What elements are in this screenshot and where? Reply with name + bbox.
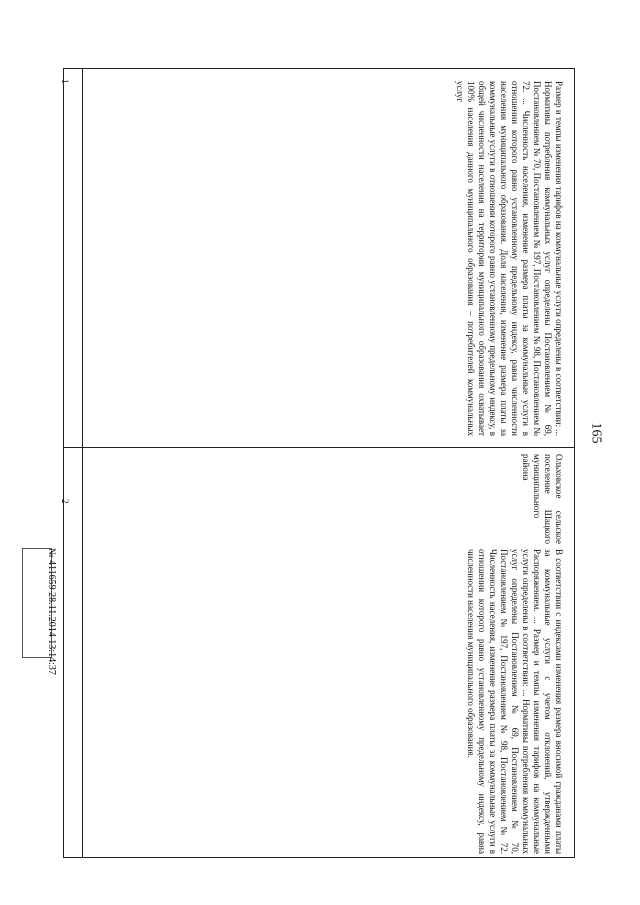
table-divider-vertical (82, 69, 83, 857)
page-number: 165 (588, 422, 604, 444)
col-header-1: 1 (60, 79, 70, 84)
table-divider-row (64, 447, 574, 448)
table (60, 68, 575, 858)
doc-id: № 411659 28.11.2014 13:14:37 (46, 548, 57, 675)
col-header-2: 2 (60, 499, 70, 504)
row-1-text: Размер и темпы изменения тарифов на коммунальные услуги определены в соответствии: ... Нормативы потребления коммунальных услуг определены Постановлением № 69, Постановлением № 70, Постановлением № 197, Постановлением № 98, Постановлением № 72. ... Численность населения, изменение размера платы за коммунальные услуги в отношении которого равно установленному предельному индексу, равна численности населения муниципального образования. Доля населения, изменение размера платы за коммунальные услуги в отношении которого равно установленному предельному индексу, в общей численности населения на территории муниципального образования охватывает 100% населения данного муниципального образования – потребителей коммунальных услуг (455, 81, 564, 436)
row-2-text: В соответствии с индексами изменения размера вносимой гражданами платы за коммунальные услуги с учетом отклонений, утвержденными Распоряжением. ... Размер и темпы изменения тарифов на коммунальные услуги определены в соответствии: ... Нормативы потребления коммунальных услуг определены Постановлением № 69, Постановлением № 70, Постановлением № 197, Постановлением № 98, Постановлением № 72. Численность населения, изменение размера платы за коммунальные услуги в отношении которого равно установленному предельному индексу, равна численности населения муниципального образования. (466, 549, 564, 854)
row-2-place: Ольховское сельское поселение Шацкого муниципального района (521, 454, 564, 544)
